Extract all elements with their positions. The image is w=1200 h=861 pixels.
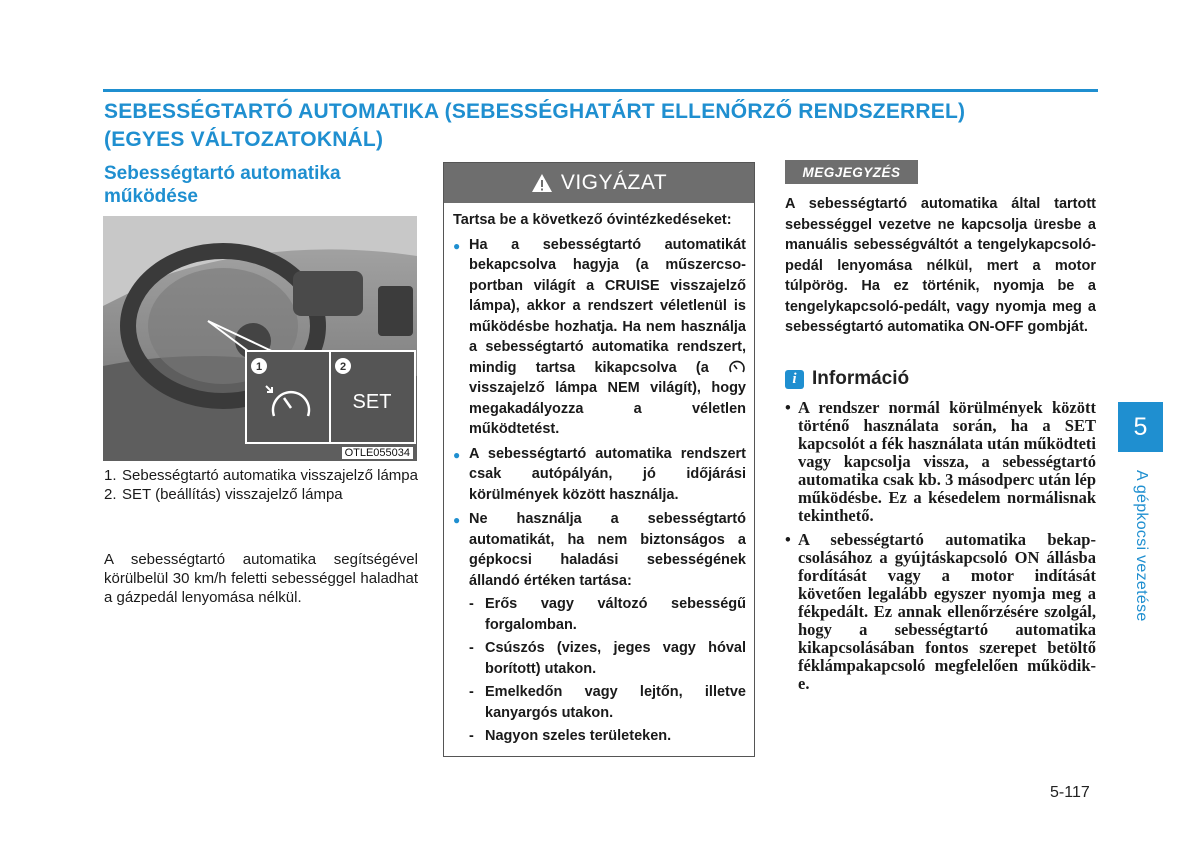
caption-item xyxy=(104,466,419,485)
info-title: Információ xyxy=(812,368,910,389)
warning-bullet-text xyxy=(469,235,746,440)
info-item-text: A rendszer normál körülmények között történő használata során, ha a SET kapcsolót a fék használata után működteti vagy kapcsolja vissza, a sebességtartó automatika csak kb. 3 másodperc után lép működésbe. Ez a késedelem normálisnak tekinthető. xyxy=(798,398,1096,525)
warning-bullet xyxy=(453,444,746,506)
dashboard-illustration xyxy=(103,216,417,461)
info-item-text: A sebességtartó automatika bekapcsolásához a gyújtáskapcsoló ON állásba fordítását vagy a motor indítását követően legalább egyszer nyomja meg a fékpedált. Ez annak ellenőrzésére szolgál, hogy a sebességtartó automatika kikapcsolásában fontos szerepet betöltő féklámpakapcsoló megfelelően működik-e. xyxy=(798,530,1096,693)
cruise-indicator-icon xyxy=(728,360,746,374)
warning-dash-text: Emelkedőn vagy lejtőn, illetve kanyargós utakon. xyxy=(485,684,746,721)
warning-bullet-text-part: visszajelző lámpa NEM világít), hogy megakadályozza a véletlen működtetést. xyxy=(469,380,746,437)
warning-bullet xyxy=(453,509,746,591)
chapter-tab[interactable]: 5 xyxy=(1118,402,1163,452)
section-title xyxy=(104,98,1004,154)
info-header xyxy=(785,368,909,390)
subsection-heading-line2: működése xyxy=(104,186,198,207)
bullet-dot-icon: ● xyxy=(453,447,461,462)
figure-callout-2: 2 xyxy=(339,361,347,373)
warning-dash-item: - Nagyon szeles területeken. xyxy=(469,726,746,747)
body-paragraph: A sebességtartó automatika segítségével körülbelül 30 km/h feletti sebességgel haladhat a gázpedál lenyomása nélkül. xyxy=(104,551,418,606)
bullet-dot-icon: ● xyxy=(453,513,461,527)
chapter-side-label-text: A gépkocsi vezetése xyxy=(1133,470,1150,622)
warning-body xyxy=(444,203,754,747)
caption-number: 1. xyxy=(104,467,117,484)
page-number: 5-117 xyxy=(1050,784,1090,801)
caption-item xyxy=(104,485,419,504)
caption-number: 2. xyxy=(104,486,117,503)
figure-set-label: SET xyxy=(352,391,392,413)
warning-dash-item: - Csúszós (vizes, jeges vagy hóval borított) utakon. xyxy=(469,638,746,679)
warning-dash-item: - Erős vagy változó sebességű forgalomban. xyxy=(469,594,746,635)
warning-bullet xyxy=(453,235,746,440)
warning-dash-text: Nagyon szeles területeken. xyxy=(485,728,672,744)
warning-bullet-text: A sebességtartó automatika rendszert csak autópályán, jó időjárási körülmények között használja. xyxy=(469,445,746,503)
dashboard-figure xyxy=(103,216,417,461)
figure-captions xyxy=(104,466,419,504)
info-item xyxy=(785,399,1096,525)
info-bullet: • xyxy=(785,398,791,417)
info-list xyxy=(785,399,1096,699)
info-item xyxy=(785,531,1096,693)
subsection-heading-line1: Sebességtartó automatika xyxy=(104,163,341,184)
warning-dash-text: Csúszós (vizes, jeges vagy hóval borított) utakon. xyxy=(485,640,746,677)
note-text: A sebességtartó automatika által tartott sebességgel vezetve ne kapcsolja üresbe a manuális sebességváltót a tengelykapcsoló-pedál lenyomása nélkül, mert a motor túlpörög. Ha ez történik, nyomja be a tengelykapcsoló-pedált, vagy nyomja meg a sebességtartó automatika ON-OFF gombját. xyxy=(785,196,1096,335)
bullet-dot-icon: ● xyxy=(453,238,461,253)
subsection-heading xyxy=(104,162,404,208)
caption-text: SET (beállítás) visszajelző lámpa xyxy=(122,486,343,503)
warning-intro: Tartsa be a következő óvintézkedéseket: xyxy=(453,212,732,228)
warning-title: VIGYÁZAT xyxy=(560,171,668,194)
warning-dash-item: - Emelkedőn vagy lejtőn, illetve kanyargós utakon. xyxy=(469,682,746,723)
warning-box xyxy=(443,162,755,757)
figure-callout-1: 1 xyxy=(255,361,263,373)
note-tag: MEGJEGYZÉS xyxy=(785,160,918,184)
info-icon: i xyxy=(785,370,804,389)
figure-code: OTLE055034 xyxy=(342,447,413,459)
caption-text: Sebességtartó automatika visszajelző lámpa xyxy=(122,467,418,484)
section-title-line2: (EGYES VÁLTOZATOKNÁL) xyxy=(104,128,384,151)
warning-dash-text: Erős vagy változó sebességű forgalomban. xyxy=(485,596,746,633)
chapter-side-label xyxy=(1130,470,1152,630)
warning-header xyxy=(444,163,754,203)
warning-triangle-icon xyxy=(531,173,553,193)
info-bullet: • xyxy=(785,530,791,549)
section-title-line1: SEBESSÉGTARTÓ AUTOMATIKA (SEBESSÉGHATÁRT ELLENŐRZŐ RENDSZERREL) xyxy=(104,100,966,123)
warning-bullet-text: Ne használja a sebességtartó automatikát, ha nem biztonságos a gépkocsi haladási sebességének állandó értéken tartása: xyxy=(469,511,746,589)
warning-bullet-text-part: Ha a sebességtartó automatikát bekapcsolva hagyja (a műszercsoportban világít a CRUISE visszajelző lámpa), akkor a rendszert véletlenül is működésbe hozhatja. Ha nem használja a sebességtartó automatika rendszert, mindig tartsa kikapcsolva (a xyxy=(469,236,746,376)
top-rule xyxy=(103,89,1098,92)
